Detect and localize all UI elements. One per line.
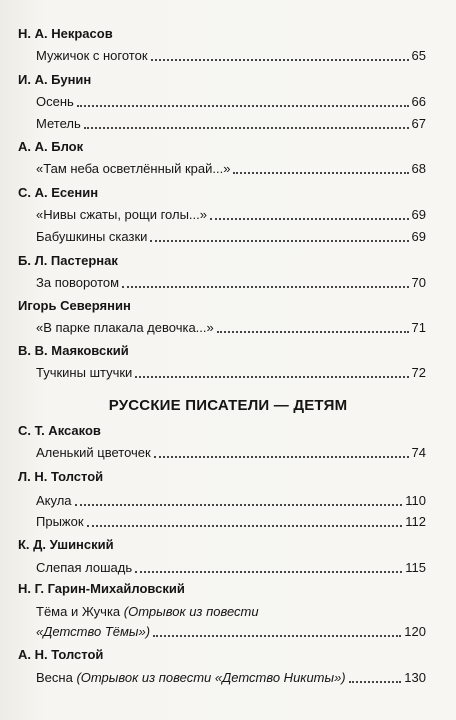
page-number: 70 bbox=[411, 275, 426, 290]
page-number: 115 bbox=[405, 560, 426, 575]
author-heading: И. А. Бунин bbox=[18, 72, 92, 87]
toc-entry[interactable] bbox=[36, 365, 426, 381]
toc-entry[interactable] bbox=[36, 275, 426, 291]
dot-leader bbox=[77, 94, 409, 107]
toc-entry[interactable] bbox=[36, 624, 426, 640]
page-number: 69 bbox=[411, 229, 426, 244]
page-number: 68 bbox=[411, 161, 426, 176]
dot-leader bbox=[217, 320, 409, 333]
author-heading: В. В. Маяковский bbox=[18, 343, 129, 358]
dot-leader bbox=[75, 493, 403, 506]
page-number: 110 bbox=[405, 493, 426, 508]
entry-title: «Нивы сжаты, рощи голы...» bbox=[36, 207, 207, 222]
entry-note: «Детство Тёмы») bbox=[36, 624, 151, 639]
page-number: 72 bbox=[411, 365, 426, 380]
entry-title: За поворотом bbox=[36, 275, 120, 290]
toc-entry[interactable] bbox=[36, 670, 426, 686]
toc-entry-first-line[interactable] bbox=[36, 604, 259, 620]
entry-title: Мужичок с ноготок bbox=[36, 48, 148, 63]
entry-title: Осень bbox=[36, 94, 74, 109]
entry-title: Слепая лошадь bbox=[36, 560, 133, 575]
author-heading: К. Д. Ушинский bbox=[18, 537, 114, 552]
entry-title: Акула bbox=[36, 493, 72, 508]
dot-leader bbox=[87, 514, 403, 527]
author-heading: А. А. Блок bbox=[18, 139, 84, 154]
page-number: 71 bbox=[411, 320, 426, 335]
entry-title: Прыжок bbox=[36, 514, 84, 529]
dot-leader bbox=[233, 161, 408, 174]
author-heading: А. Н. Толстой bbox=[18, 647, 104, 662]
dot-leader bbox=[210, 207, 409, 220]
toc-entry[interactable] bbox=[36, 229, 426, 245]
page-number: 130 bbox=[404, 670, 426, 685]
author-heading: С. Т. Аксаков bbox=[18, 423, 101, 438]
entry-note: (Отрывок из повести «Детство Никиты») bbox=[76, 670, 346, 685]
dot-leader bbox=[84, 116, 409, 129]
author-heading: Л. Н. Толстой bbox=[18, 469, 104, 484]
dot-leader bbox=[153, 624, 401, 637]
entry-title: Аленький цветочек bbox=[36, 445, 151, 460]
entry-note: (Отрывок из повести bbox=[123, 604, 259, 619]
dot-leader bbox=[150, 229, 408, 242]
toc-entry[interactable] bbox=[36, 493, 426, 509]
dot-leader bbox=[135, 365, 408, 378]
page-number: 69 bbox=[411, 207, 426, 222]
dot-leader bbox=[349, 670, 402, 683]
author-heading: Н. Г. Гарин-Михайловский bbox=[18, 581, 185, 596]
dot-leader bbox=[151, 48, 409, 61]
entry-title: Тучкины штучки bbox=[36, 365, 133, 380]
author-heading: Б. Л. Пастернак bbox=[18, 253, 118, 268]
author-heading: С. А. Есенин bbox=[18, 185, 99, 200]
toc-entry[interactable] bbox=[36, 161, 426, 177]
section-title: РУССКИЕ ПИСАТЕЛИ — ДЕТЯМ bbox=[108, 397, 348, 414]
entry-title: Бабушкины сказки bbox=[36, 229, 148, 244]
dot-leader bbox=[135, 560, 402, 573]
page-number: 66 bbox=[411, 94, 426, 109]
author-heading: Игорь Северянин bbox=[18, 298, 131, 313]
toc-entry[interactable] bbox=[36, 560, 426, 576]
dot-leader bbox=[122, 275, 408, 288]
page-number: 65 bbox=[411, 48, 426, 63]
toc-entry[interactable] bbox=[36, 514, 426, 530]
toc-entry[interactable] bbox=[36, 207, 426, 223]
toc-entry[interactable] bbox=[36, 445, 426, 461]
page-number: 120 bbox=[404, 624, 426, 639]
toc-entry[interactable] bbox=[36, 320, 426, 336]
page-number: 67 bbox=[411, 116, 426, 131]
entry-title: Тёма и Жучка bbox=[36, 604, 121, 619]
dot-leader bbox=[154, 445, 409, 458]
entry-title: «В парке плакала девочка...» bbox=[36, 320, 214, 335]
page-number: 112 bbox=[405, 514, 426, 529]
page-number: 74 bbox=[411, 445, 426, 460]
entry-title: «Там неба осветлённый край...» bbox=[36, 161, 231, 176]
entry-title: Метель bbox=[36, 116, 81, 131]
entry-title: Весна bbox=[36, 670, 73, 685]
toc-entry[interactable] bbox=[36, 94, 426, 110]
toc-entry[interactable] bbox=[36, 48, 426, 64]
toc-entry[interactable] bbox=[36, 116, 426, 132]
author-heading: Н. А. Некрасов bbox=[18, 26, 113, 41]
